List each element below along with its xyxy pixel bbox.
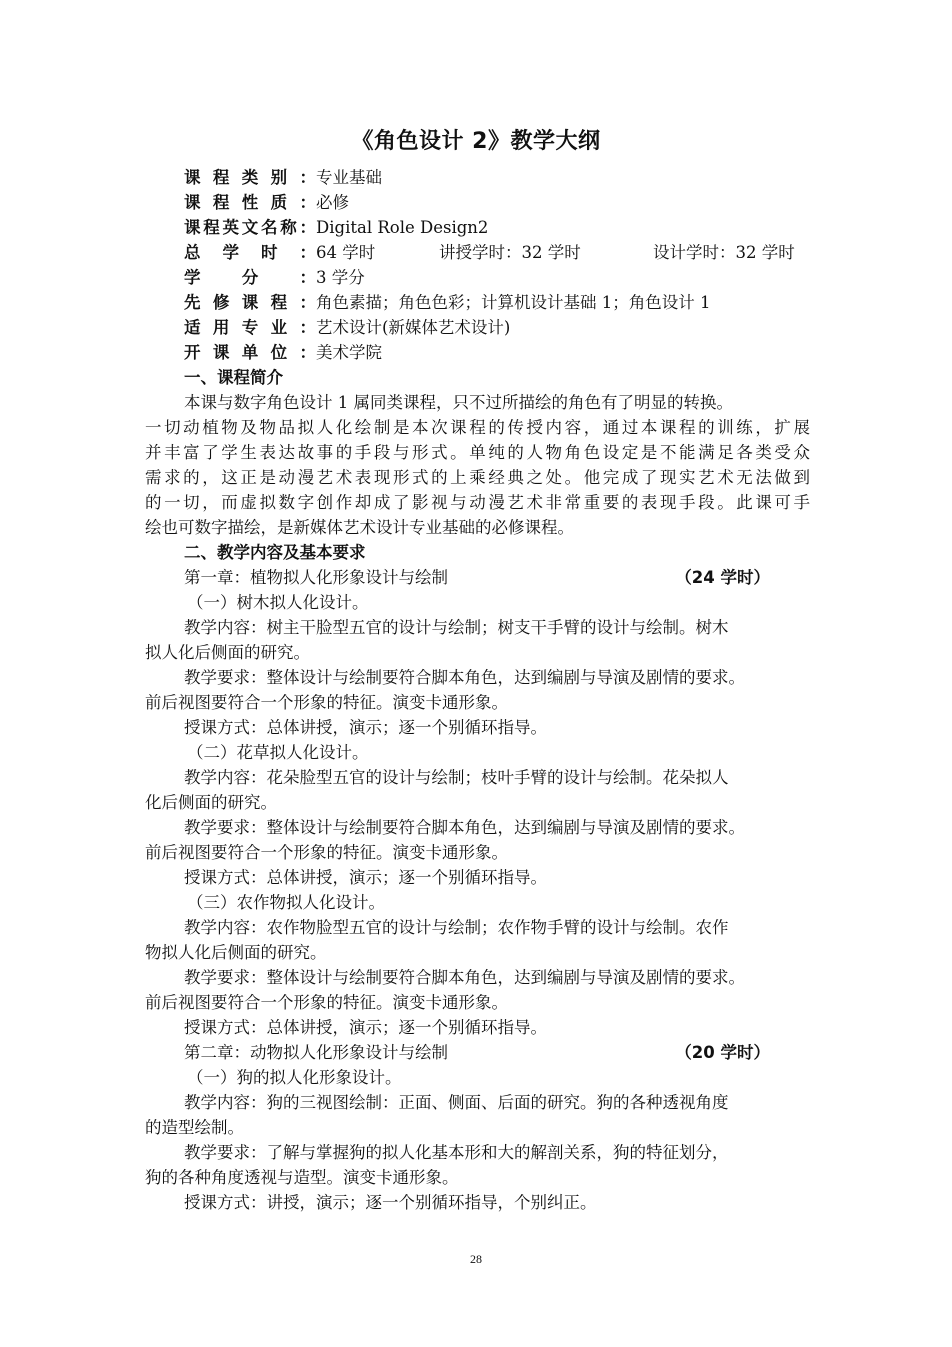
info-nature	[145, 190, 810, 215]
info-prereq	[145, 290, 810, 315]
chapter-title: 第二章：动物拟人化形象设计与绘制	[184, 1043, 448, 1062]
intro-line: 并丰富了学生表达故事的手段与形式。单纯的人物角色设定是不能满足各类受众	[145, 443, 810, 462]
info-value: 专业基础	[316, 168, 382, 187]
intro-line: 需求的，这正是动漫艺术表现形式的上乘经典之处。他完成了现实艺术无法做到	[145, 468, 810, 487]
chapter-hours: （20 学时）	[675, 1043, 770, 1062]
requirement-line: 教学要求：整体设计与绘制要符合脚本角色，达到编剧与导演及剧情的要求。	[184, 668, 745, 687]
page-number: 28	[470, 1252, 482, 1266]
info-value: Digital Role Design2	[316, 218, 489, 237]
content-line: 拟人化后侧面的研究。	[145, 643, 310, 662]
requirement-line: 教学要求：整体设计与绘制要符合脚本角色，达到编剧与导演及剧情的要求。	[184, 818, 745, 837]
hours-lecture: 讲授学时：32 学时	[439, 243, 581, 262]
hours-label: 总学时：	[184, 243, 316, 262]
requirement-line: 教学要求：了解与掌握狗的拟人化基本形和大的解剖关系，狗的特征划分，	[184, 1143, 729, 1162]
info-label: 先修课程：	[184, 293, 316, 312]
info-value: 必修	[316, 193, 349, 212]
requirement-line: 教学要求：整体设计与绘制要符合脚本角色，达到编剧与导演及剧情的要求。	[184, 968, 745, 987]
info-value: 艺术设计(新媒体艺术设计)	[316, 318, 511, 337]
content-line: 教学内容：狗的三视图绘制：正面、侧面、后面的研究。狗的各种透视角度	[184, 1093, 729, 1112]
hours-total: 64 学时	[316, 243, 376, 262]
requirement-line: 狗的各种角度透视与造型。演变卡通形象。	[145, 1168, 459, 1187]
info-value: 角色素描；角色色彩；计算机设计基础 1；角色设计 1	[316, 293, 711, 312]
method-line: 授课方式：总体讲授，演示；逐一个别循环指导。	[184, 868, 547, 887]
section-heading: 二、教学内容及基本要求	[184, 543, 366, 562]
info-category	[145, 165, 810, 190]
content-line: 化后侧面的研究。	[145, 793, 277, 812]
intro-line: 的一切，而虚拟数字创作却成了影视与动漫艺术非常重要的表现手段。此课可手	[145, 493, 810, 512]
info-label: 课程性质：	[184, 193, 316, 212]
subsection-title: （一）狗的拟人化形象设计。	[187, 1068, 402, 1087]
info-label: 适用专业：	[184, 318, 316, 337]
content-line: 教学内容：花朵脸型五官的设计与绘制；枝叶手臂的设计与绘制。花朵拟人	[184, 768, 729, 787]
info-dept	[145, 340, 810, 365]
subsection-title: （一）树木拟人化设计。	[187, 593, 369, 612]
content-line: 的造型绘制。	[145, 1118, 244, 1137]
info-value: 美术学院	[316, 343, 382, 362]
content-line: 教学内容：树主干脸型五官的设计与绘制；树支干手臂的设计与绘制。树木	[184, 618, 729, 637]
page-title: 《角色设计 2》教学大纲	[351, 129, 601, 154]
info-english-name	[145, 215, 810, 240]
method-line: 授课方式：总体讲授，演示；逐一个别循环指导。	[184, 1018, 547, 1037]
intro-line: 本课与数字角色设计 1 属同类课程，只不过所描绘的角色有了明显的转换。	[184, 393, 733, 412]
method-line: 授课方式：讲授，演示；逐一个别循环指导，个别纠正。	[184, 1193, 597, 1212]
chapter-heading	[145, 1040, 810, 1065]
info-label: 课程英文名称：	[184, 218, 316, 237]
subsection-title: （三）农作物拟人化设计。	[187, 893, 385, 912]
intro-line: 绘也可数字描绘，是新媒体艺术设计专业基础的必修课程。	[145, 518, 574, 537]
info-label: 课程类别：	[184, 168, 316, 187]
info-label: 开课单位：	[184, 343, 316, 362]
method-line: 授课方式：总体讲授，演示；逐一个别循环指导。	[184, 718, 547, 737]
info-value: 3 学分	[316, 268, 365, 287]
requirement-line: 前后视图要符合一个形象的特征。演变卡通形象。	[145, 843, 508, 862]
requirement-line: 前后视图要符合一个形象的特征。演变卡通形象。	[145, 693, 508, 712]
info-label: 学分：	[184, 268, 316, 287]
chapter-title: 第一章：植物拟人化形象设计与绘制	[184, 568, 448, 587]
content-line: 物拟人化后侧面的研究。	[145, 943, 327, 962]
info-hours	[145, 240, 810, 265]
info-major	[145, 315, 810, 340]
chapter-heading	[145, 565, 810, 590]
requirement-line: 前后视图要符合一个形象的特征。演变卡通形象。	[145, 993, 508, 1012]
chapter-hours: （24 学时）	[675, 568, 770, 587]
subsection-title: （二）花草拟人化设计。	[187, 743, 369, 762]
section-heading: 一、课程简介	[184, 368, 283, 387]
info-credit	[145, 265, 810, 290]
syllabus-body	[145, 165, 810, 1215]
hours-design: 设计学时：32 学时	[653, 243, 795, 262]
intro-line: 一切动植物及物品拟人化绘制是本次课程的传授内容，通过本课程的训练，扩展	[145, 418, 810, 437]
content-line: 教学内容：农作物脸型五官的设计与绘制；农作物手臂的设计与绘制。农作	[184, 918, 729, 937]
